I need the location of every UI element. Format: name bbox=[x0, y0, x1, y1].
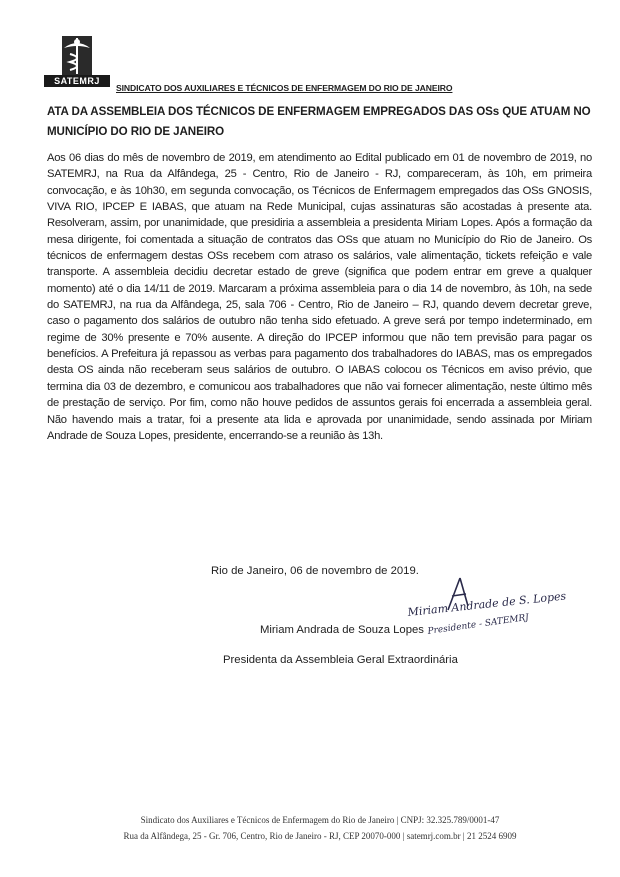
signer-name: Miriam Andrada de Souza Lopes bbox=[260, 624, 424, 636]
footer-line-1: Sindicato dos Auxiliares e Técnicos de Enfermagem do Rio de Janeiro | CNPJ: 32.325.789/0001-47 bbox=[140, 815, 500, 825]
document-title: ATA DA ASSEMBLEIA DOS TÉCNICOS DE ENFERMAGEM EMPREGADOS DAS OSs QUE ATUAM NO MUNICÍPIO DO RIO DE JANEIRO bbox=[47, 105, 591, 138]
minutes-body: Aos 06 dias do mês de novembro de 2019, em atendimento ao Edital publicado em 01 de novembro de 2019, no SATEMRJ, na Rua da Alfândega, 25 - Centro, Rio de Janeiro - RJ, compareceram, às 10h, em primeira convocação, e às 10h30, em segunda convocação, os Técnicos de Enfermagem empregados das OSs GNOSIS, VIVA RIO, IPCEP E IABAS, que atuam na Rede Municipal, cujas assinaturas são acostadas à presente ata. Resolveram, assim, por unanimidade, que presidiria a assembleia a presidenta Miriam Lopes. Após a formação da mesa dirigente, foi comentada a situação de contratos das OSs que atuam no Município do Rio de Janeiro. Os técnicos de enfermagem destas OSs recebem com atraso os salários, vale alimentação, tickets refeição e vale transporte. A assembleia decidiu decretar estado de greve (significa que podem entrar em greve a qualquer momento) até o dia 14/11 de 2019. Marcaram a próxima assembleia para o dia 14 de novembro, às 10h, na sede do SATEMRJ, na rua da Alfândega, 25, sala 706 - Centro, Rio de Janeiro – RJ, quando devem decretar greve, caso o pagamento dos salários de outubro não tenha sido efetuado. A greve será por tempo indeterminado, em regime de 30% presente e 70% ausente. A direção do IPCEP informou que não tem previsão para pagar os benefícios. A Prefeitura já repassou as verbas para pagamento dos trabalhadores do IABAS, mas os empregados desta OS ainda não receberam seus salários de outubro. O IABAS colocou os Técnicos em aviso prévio, que termina dia 03 de dezembro, e comunicou aos trabalhadores que não vai fornecer alimentação, neste último mês de prestação de serviço. Por fim, como não houve pedidos de assuntos gerais foi encerrada a assembleia geral. Não havendo mais a tratar, foi a presente ata lida e aprovada por unanimidade, sendo assinada por Miriam Andrade de Souza Lopes, presidente, encerrando-se a reunião às 13h. bbox=[47, 152, 592, 442]
svg-text:Miriam Andrade de S. Lopes: Miriam Andrade de S. Lopes bbox=[406, 589, 567, 619]
logo-label: SATEMRJ bbox=[44, 75, 110, 87]
svg-text:Presidente - SATEMRJ: Presidente - SATEMRJ bbox=[427, 612, 530, 637]
signer-role: Presidenta da Assembleia Geral Extraordinária bbox=[223, 654, 458, 666]
caduceus-icon bbox=[44, 34, 110, 78]
organization-header: SINDICATO DOS AUXILIARES E TÉCNICOS DE ENFERMAGEM DO RIO DE JANEIRO bbox=[116, 83, 453, 93]
date-line: Rio de Janeiro, 06 de novembro de 2019. bbox=[211, 565, 419, 577]
footer bbox=[80, 812, 560, 844]
footer-line-2: Rua da Alfândega, 25 - Gr. 706, Centro, Rio de Janeiro - RJ, CEP 20070-000 | satemrj.com.br | 21 2524 6909 bbox=[123, 831, 517, 841]
